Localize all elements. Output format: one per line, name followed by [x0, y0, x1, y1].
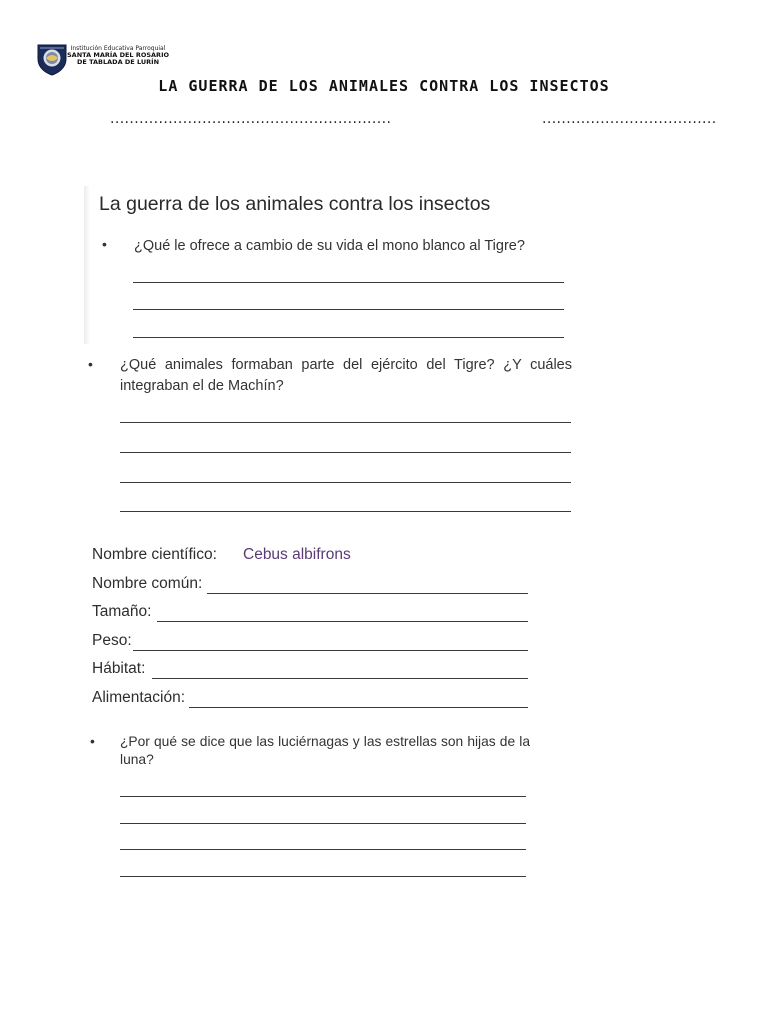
weight-line[interactable]: [133, 650, 528, 651]
diet-label: Alimentación:: [92, 689, 186, 706]
page-title: LA GUERRA DE LOS ANIMALES CONTRA LOS INSECTOS: [158, 77, 610, 95]
habitat-line[interactable]: [152, 678, 528, 679]
question-3-text: ¿Por qué se dice que las luciérnagas y las estrellas son hijas de la luna?: [120, 734, 530, 767]
answer-line[interactable]: [120, 796, 526, 797]
bullet-3: •: [90, 733, 95, 749]
answer-line[interactable]: [120, 876, 526, 877]
weight-label: Peso:: [92, 632, 132, 649]
institution-line-1: Institución Educativa Parroquial: [70, 45, 166, 52]
bullet-2: •: [88, 356, 93, 372]
answer-line[interactable]: [120, 452, 571, 453]
answer-line[interactable]: [133, 282, 564, 283]
answer-line[interactable]: [133, 309, 564, 310]
answer-line[interactable]: [120, 482, 571, 483]
bullet-1: •: [102, 236, 107, 252]
question-2-text: ¿Qué animales formaban parte del ejército del Tigre? ¿Y cuáles integraban el de Machín?: [120, 357, 572, 394]
scan-edge-shade: [84, 186, 90, 344]
habitat-label: Hábitat:: [92, 660, 146, 677]
question-1-text: ¿Qué le ofrece a cambio de su vida el mono blanco al Tigre?: [134, 238, 525, 254]
answer-line[interactable]: [120, 422, 571, 423]
common-name-line[interactable]: [207, 593, 528, 594]
institution-line-3: DE TABLADA DE LURÍN: [76, 58, 160, 66]
size-line[interactable]: [157, 621, 528, 622]
institution-line-2: SANTA MARÍA DEL ROSARIO: [66, 51, 170, 59]
answer-line[interactable]: [120, 511, 571, 512]
school-crest-icon: [36, 43, 68, 76]
scientific-name-label: Nombre científico:: [92, 546, 217, 563]
scientific-name-value: Cebus albifrons: [243, 546, 351, 563]
answer-line[interactable]: [120, 823, 526, 824]
date-blank: ....................................: [542, 111, 717, 127]
diet-line[interactable]: [189, 707, 528, 708]
excerpt-title: La guerra de los animales contra los insectos: [99, 193, 491, 215]
answer-line[interactable]: [120, 849, 526, 850]
name-blank: ..........................................................: [110, 111, 392, 127]
institution-name: [66, 45, 170, 66]
size-label: Tamaño:: [92, 603, 152, 620]
common-name-label: Nombre común:: [92, 575, 203, 592]
answer-line[interactable]: [133, 337, 564, 338]
